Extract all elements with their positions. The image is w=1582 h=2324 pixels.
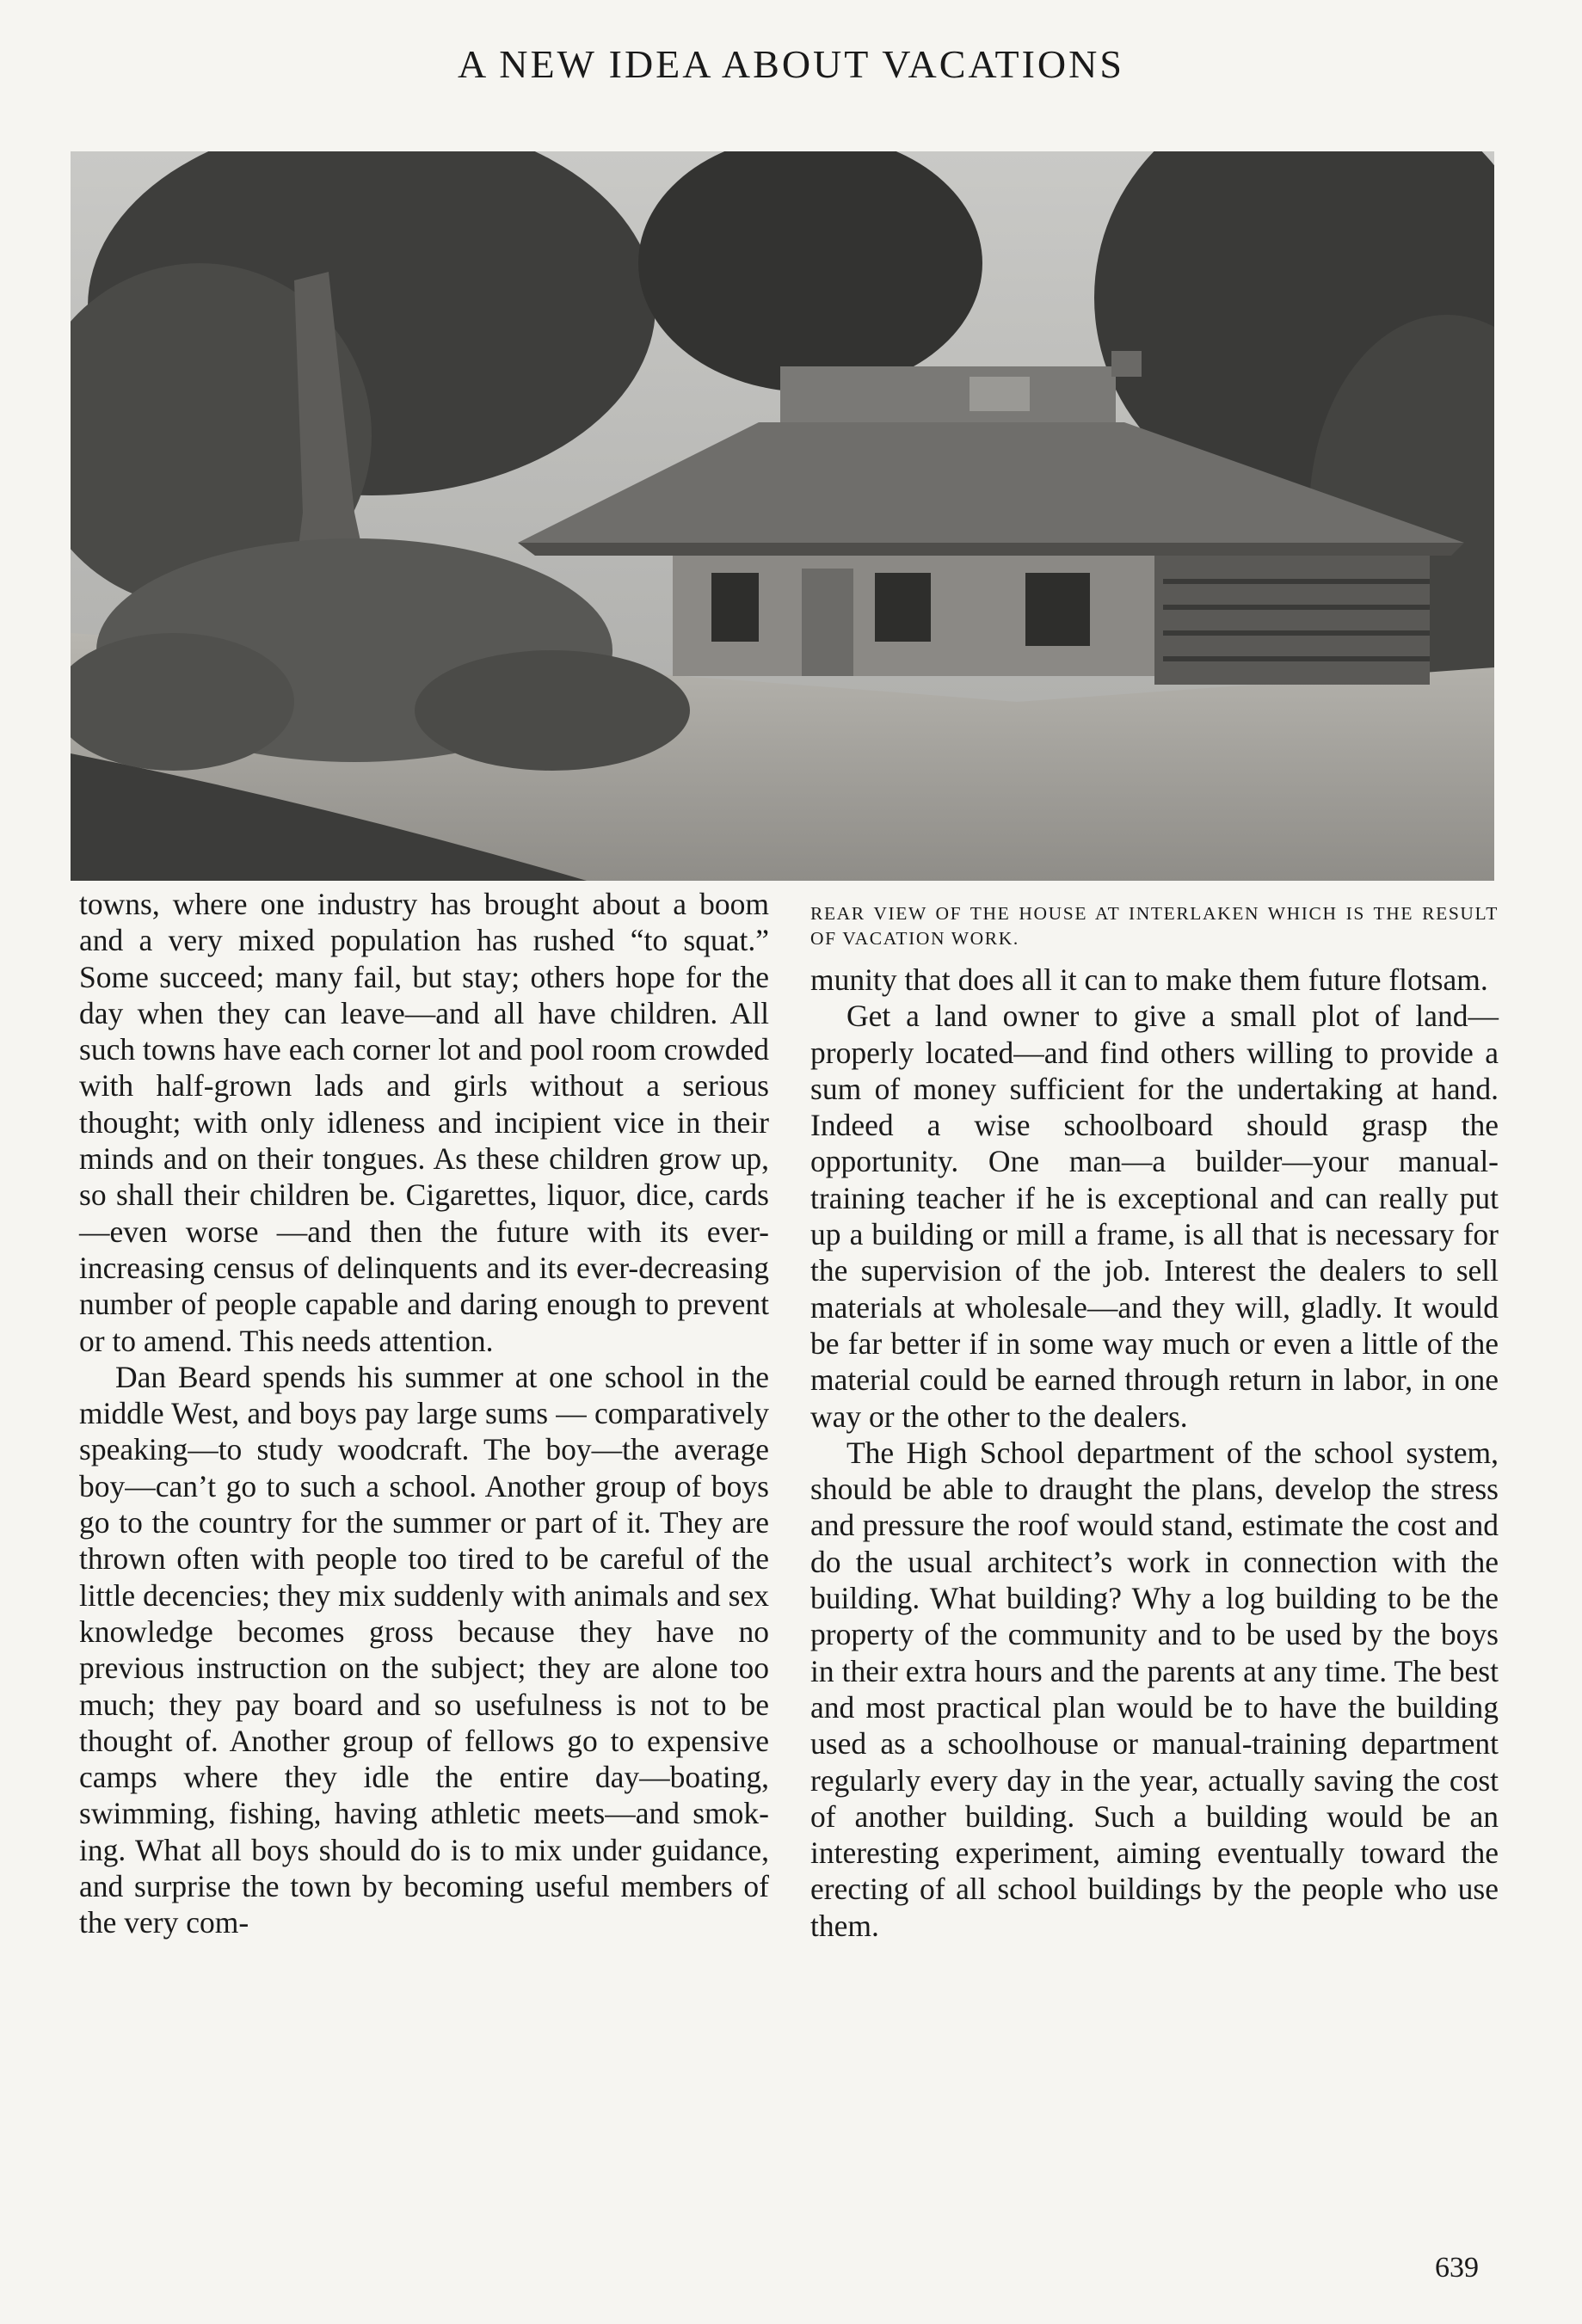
house-photo-illustration [71,151,1494,881]
left-column [79,886,769,1941]
house-photograph [71,151,1494,881]
paragraph: The High School department of the school system, should be able to draught the plans, develop the stress and pressure the roof would stand, estimate the cost and do the usual architect’s work in connection with the building. What building? Why a log building to be the property of the community and to be used by the boys in their extra hours and the parents at any time. The best and most practical plan would be to have the building used as a schoolhouse or manual-training department regularly every day in the year, actually saving the cost of another building. Such a building would be an interesting experiment, aiming eventually toward the erecting of all school buildings by the people who use them. [810,1435,1499,1943]
paragraph: towns, where one industry has brought about a boom and a very mixed population has rushed “to squat.” Some succeed; many fail, but stay; others hope for the day when they can leave—and all have children. All such towns have each corner lot and pool room crowded with half-grown lads and girls without a serious thought; with only idleness and incipient vice in their minds and on their tongues. As these children grow up, so shall their children be. Cigarettes, liquor, dice, cards—even worse —and then the future with its ever-increasing census of delinquents and its ever-decreasing number of people capable and daring enough to prevent or to amend. This needs attention. [79,887,769,1358]
paragraph: Dan Beard spends his summer at one school in the middle West, and boys pay large sums — comparatively speaking—to study woodcraft. The boy—the average boy—can’t go to such a school. Another group of boys go to the country for the summer or part of it. They are thrown often with people too tired to be careful of the little decencies; they mix suddenly with animals and sex knowledge becomes gross because they have no previous instruction on the subject; they are alone too much; they pay board and so usefulness is not to be thought of. Another group of fellows go to expensive camps where they idle the entire day—boating, swimming, fishing, having athletic meets—and smoking. What all boys should do is to mix under guidance, and surprise the town by becoming useful members of the very com- [79,1359,769,1940]
page-number: 639 [1435,2252,1479,2284]
paragraph: Get a land owner to give a small plot of land—properly located—and find others willing to provide a sum of money sufficient for the undertaking at hand. Indeed a wise schoolboard should grasp the opportunity. One man—a builder—your manual-training teacher if he is exceptional and can really put up a building or mill a frame, is all that is necessary for the supervision of the job. Interest the dealers to sell materials at wholesale—and they will, gladly. It would be far better if in some way much or even a little of the material could be earned through return in labor, in one way or the other to the dealers. [810,999,1499,1434]
paragraph: munity that does all it can to make them future flotsam. [810,962,1488,997]
photo-caption: REAR VIEW OF THE HOUSE AT INTERLAKEN WHICH IS THE RESULT OF VACATION WORK. [810,903,1499,949]
right-column [810,962,1499,1944]
page-title: A NEW IDEA ABOUT VACATIONS [458,42,1124,86]
